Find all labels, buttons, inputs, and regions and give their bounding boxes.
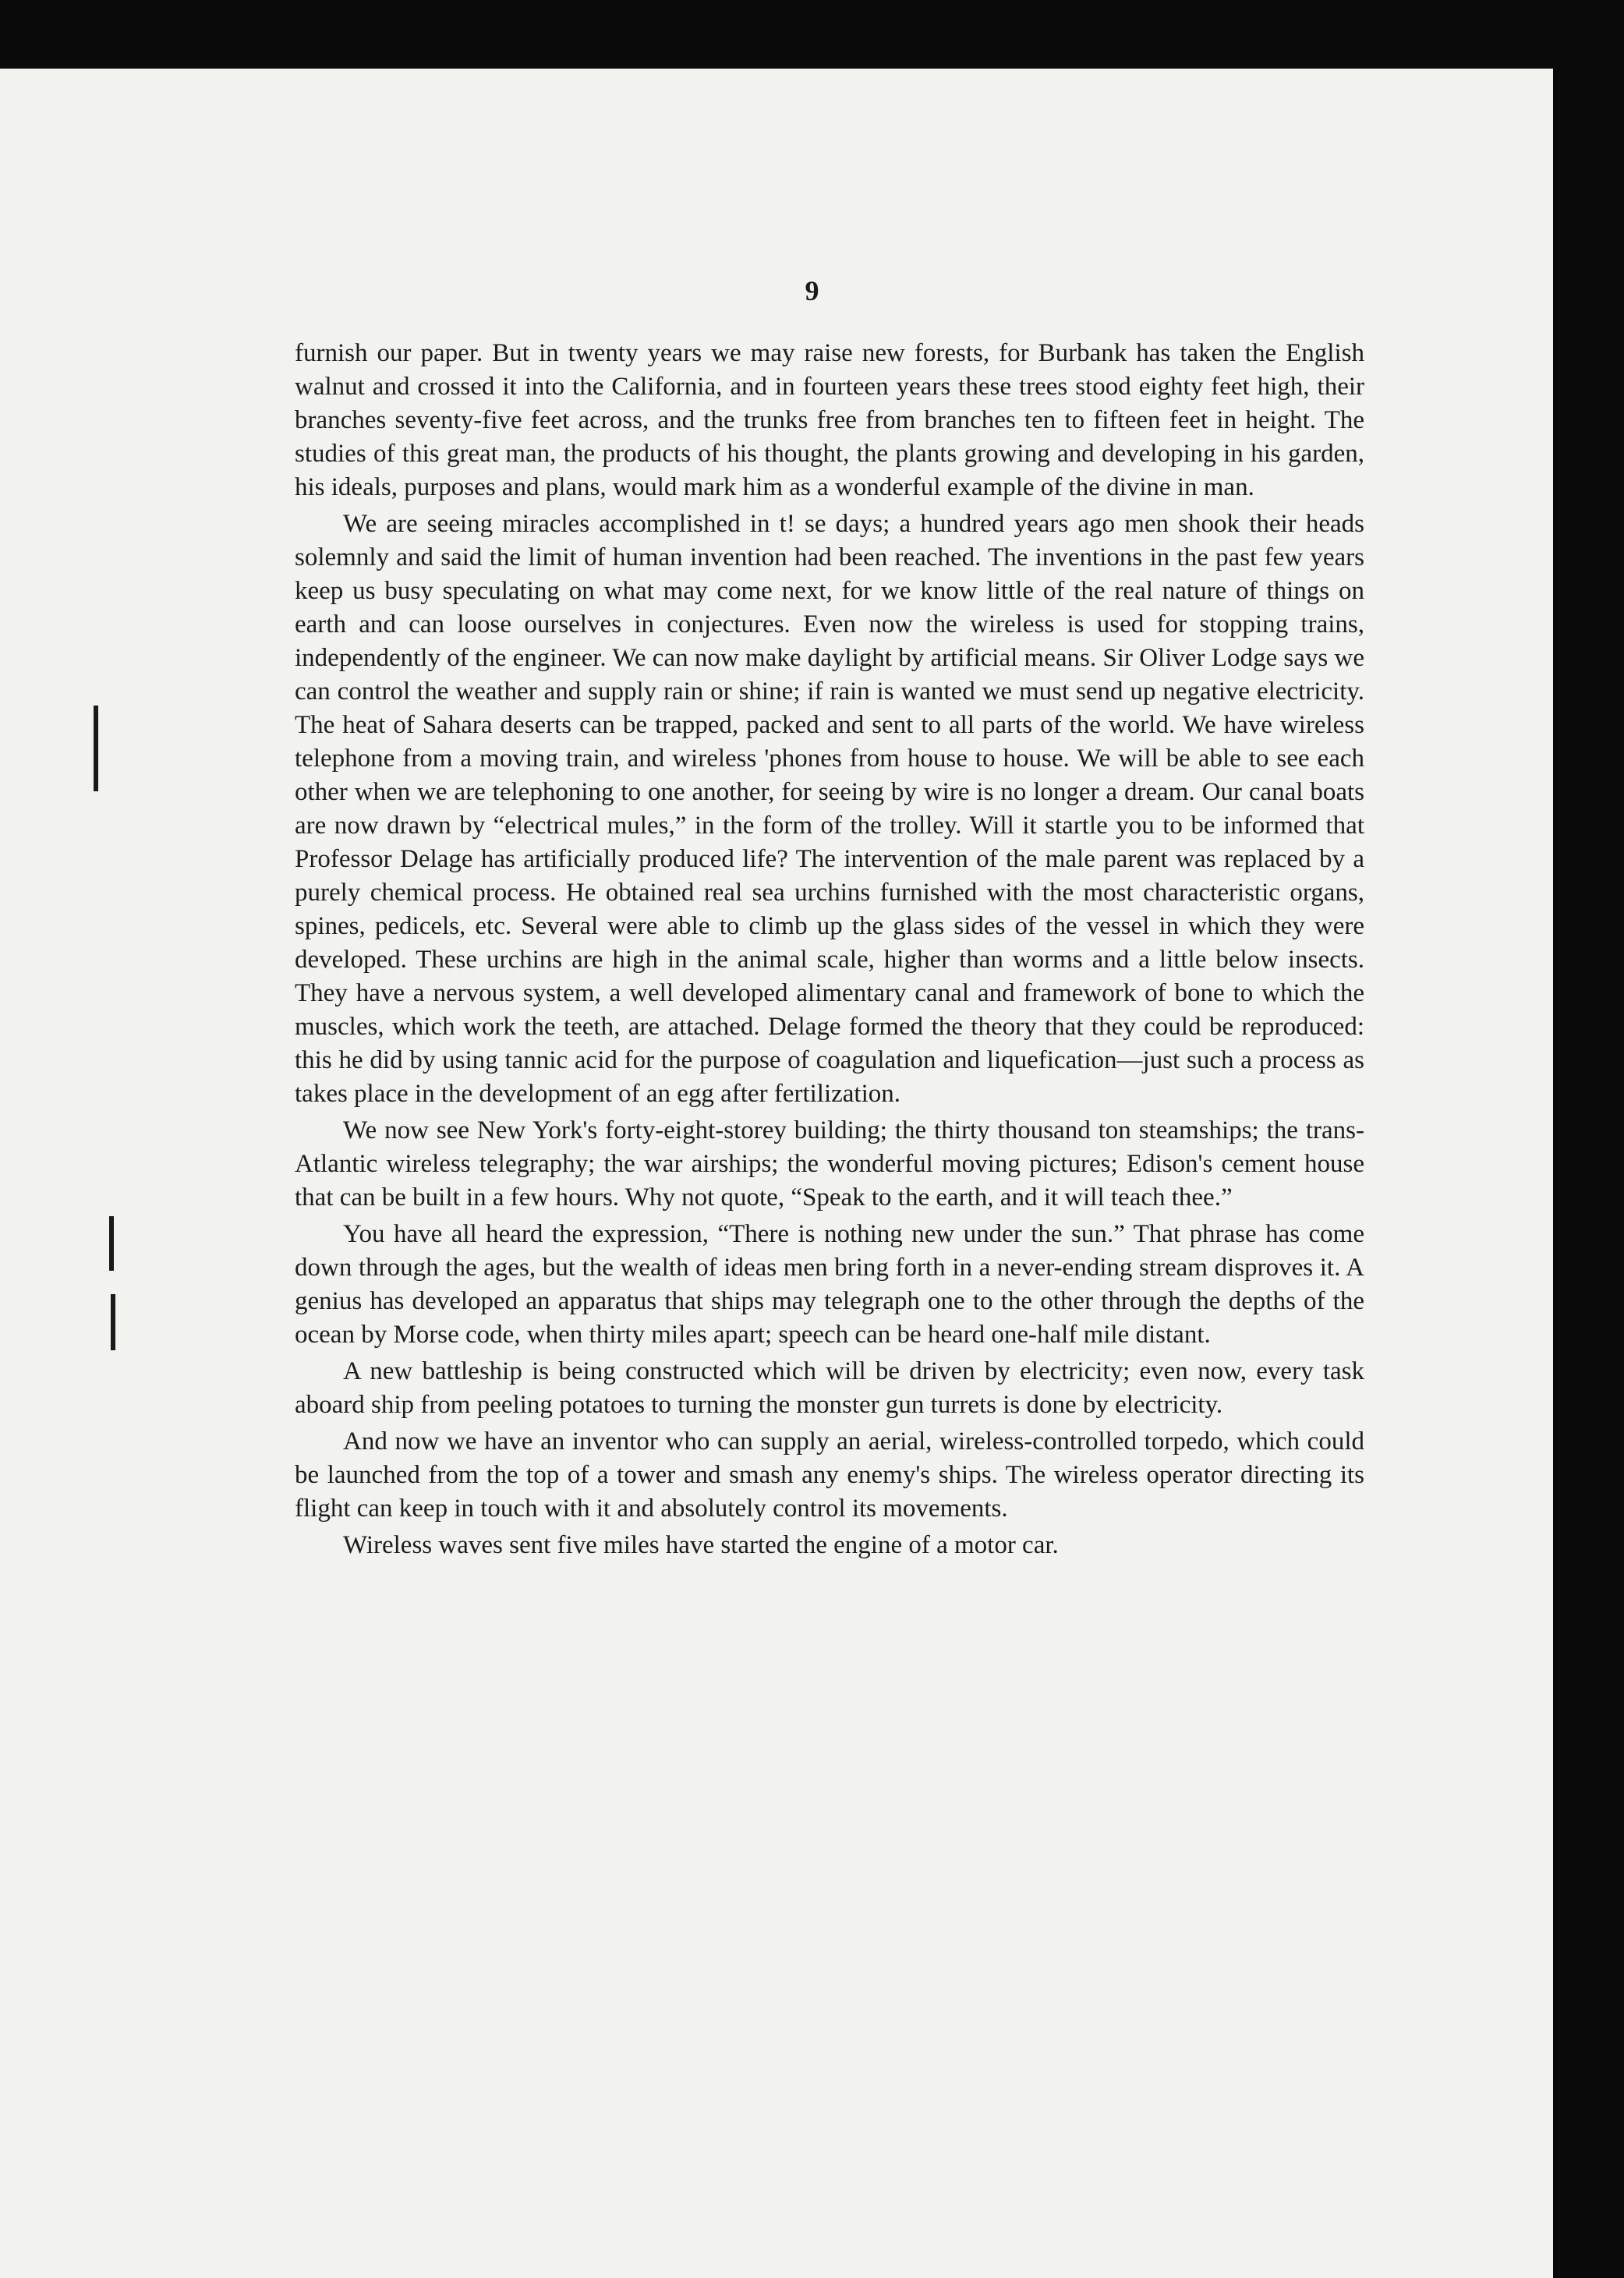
paragraph-2: We are seeing miracles accomplished in t! se days; a hundred years ago men shook their heads solemnly and said the limit of human invention had been reached. The inventions in the past few years keep us busy speculating on what may come next, for we know little of the real nature of things on earth and can loose ourselves in conjectures. Even now the wireless is used for stopping trains, independently of the engineer. We can now make daylight by artificial means. Sir Oliver Lodge says we can control the weather and supply rain or shine; if rain is wanted we must send up negative electricity. The heat of Sahara deserts can be trapped, packed and sent to all parts of the world. We have wireless telephone from a moving train, and wireless 'phones from house to house. We will be able to see each other when we are telephoning to one another, for seeing by wire is no longer a dream. Our canal boats are now drawn by “electrical mules,” in the form of the trolley. Will it startle you to be informed that Professor Delage has artificially produced life? The intervention of the male parent was replaced by a purely chemical process. He obtained real sea urchins furnished with the most characteristic organs, spines, pedicels, etc. Several were able to climb up the glass sides of the vessel in which they were developed. These urchins are high in the animal scale, higher than worms and a little below insects. They have a nervous system, a well developed alimentary canal and framework of bone to which the muscles, which work the teeth, are attached. Delage formed the theory that they could be reproduced: this he did by using tannic acid for the purpose of coagulation and liquefication—just such a process as takes place in the development of an egg after fertilization. bbox=[295, 510, 1364, 1108]
margin-mark-middle bbox=[109, 1216, 114, 1271]
paragraph-4: You have all heard the expression, “There is nothing new under the sun.” That phrase has come down through the ages, but the wealth of ideas men bring forth in a never-ending stream disproves it. A genius has developed an apparatus that ships may telegraph one to the other through the depths of the ocean by Morse code, when thirty miles apart; speech can be heard one-half mile distant. bbox=[295, 1220, 1364, 1349]
paragraph-7: Wireless waves sent five miles have started the engine of a motor car. bbox=[343, 1531, 1059, 1559]
paragraph-3: We now see New York's forty-eight-storey building; the thirty thousand ton steamships; the trans-Atlantic wireless telegraphy; the war airships; the wonderful moving pictures; Edison's cement house that can be built in a few hours. Why not quote, “Speak to the earth, and it will teach thee.” bbox=[295, 1116, 1364, 1212]
paragraph-1: furnish our paper. But in twenty years we may raise new forests, for Burbank has taken the English walnut and crossed it into the California, and in fourteen years these trees stood eighty feet high, their branches seventy-five feet across, and the trunks free from branches ten to fifteen feet in height. The studies of this great man, the products of his thought, the plants growing and developing in his garden, his ideals, purposes and plans, would mark him as a wonderful example of the divine in man. bbox=[295, 339, 1364, 501]
margin-mark-top bbox=[94, 706, 98, 791]
page-number: 9 bbox=[805, 275, 819, 306]
body-text bbox=[295, 337, 1364, 1565]
margin-mark-lower bbox=[111, 1294, 115, 1350]
paragraph-5: A new battleship is being constructed which will be driven by electricity; even now, every task aboard ship from peeling potatoes to turning the monster gun turrets is done by electricity. bbox=[295, 1357, 1364, 1419]
paragraph-6: And now we have an inventor who can supply an aerial, wireless-controlled torpedo, which could be launched from the top of a tower and smash any enemy's ships. The wireless operator directing its flight can keep in touch with it and absolutely control its movements. bbox=[295, 1427, 1364, 1523]
